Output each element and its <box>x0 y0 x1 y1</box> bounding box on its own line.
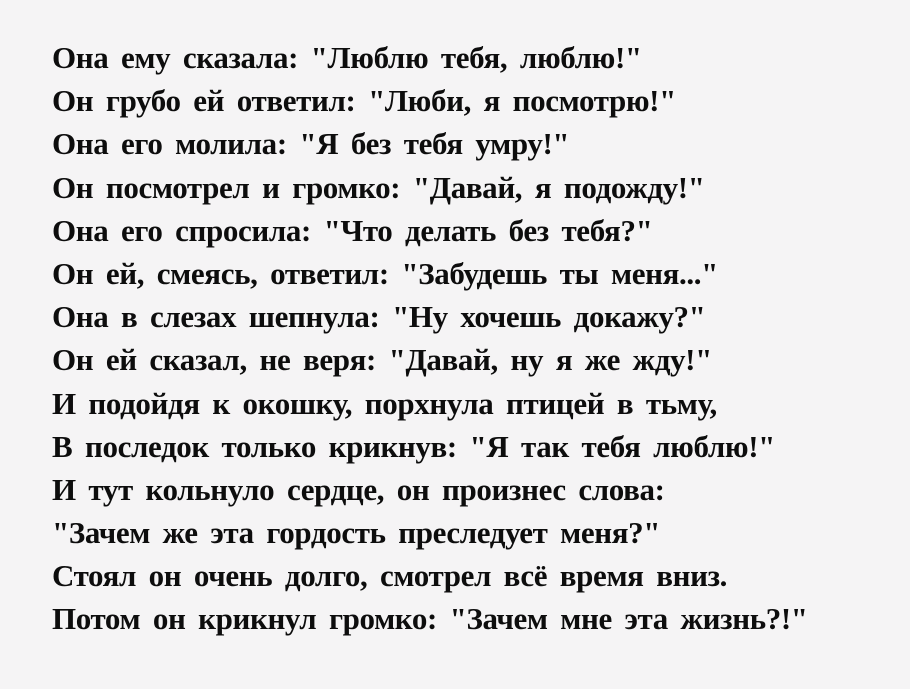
poem-line: В последок только крикнув: "Я так тебя люблю!" <box>52 428 775 464</box>
poem-line: Он ей сказал, не веря: "Давай, ну я же жду!" <box>52 342 712 378</box>
poem-line: И тут кольнуло сердце, он произнес слова: <box>52 471 665 507</box>
poem-line: И подойдя к окошку, порхнула птицей в тьму, <box>52 385 717 421</box>
poem-line: Она ему сказала: "Люблю тебя, люблю!" <box>52 40 642 75</box>
poem-line: Он грубо ей ответил: "Люби, я посмотрю!" <box>52 83 676 119</box>
poem-line: Она его молила: "Я без тебя умру!" <box>52 126 570 162</box>
poem-line: Он ей, смеясь, ответил: "Забудешь ты меня..." <box>52 255 719 291</box>
poem-line: Стоял он очень долго, смотрел всё время вниз. <box>52 558 728 594</box>
poem-line: Он посмотрел и громко: "Давай, я подожду!" <box>52 169 705 205</box>
poem-line: Потом он крикнул громко: "Зачем мне эта жизнь?!" <box>52 601 808 637</box>
poem-line: Она в слезах шепнула: "Ну хочешь докажу?" <box>52 299 706 335</box>
poem-line: Она его спросила: "Что делать без тебя?" <box>52 212 653 248</box>
poem-text <box>52 36 880 641</box>
poem-line: "Зачем же эта гордость преследует меня?" <box>52 515 661 551</box>
